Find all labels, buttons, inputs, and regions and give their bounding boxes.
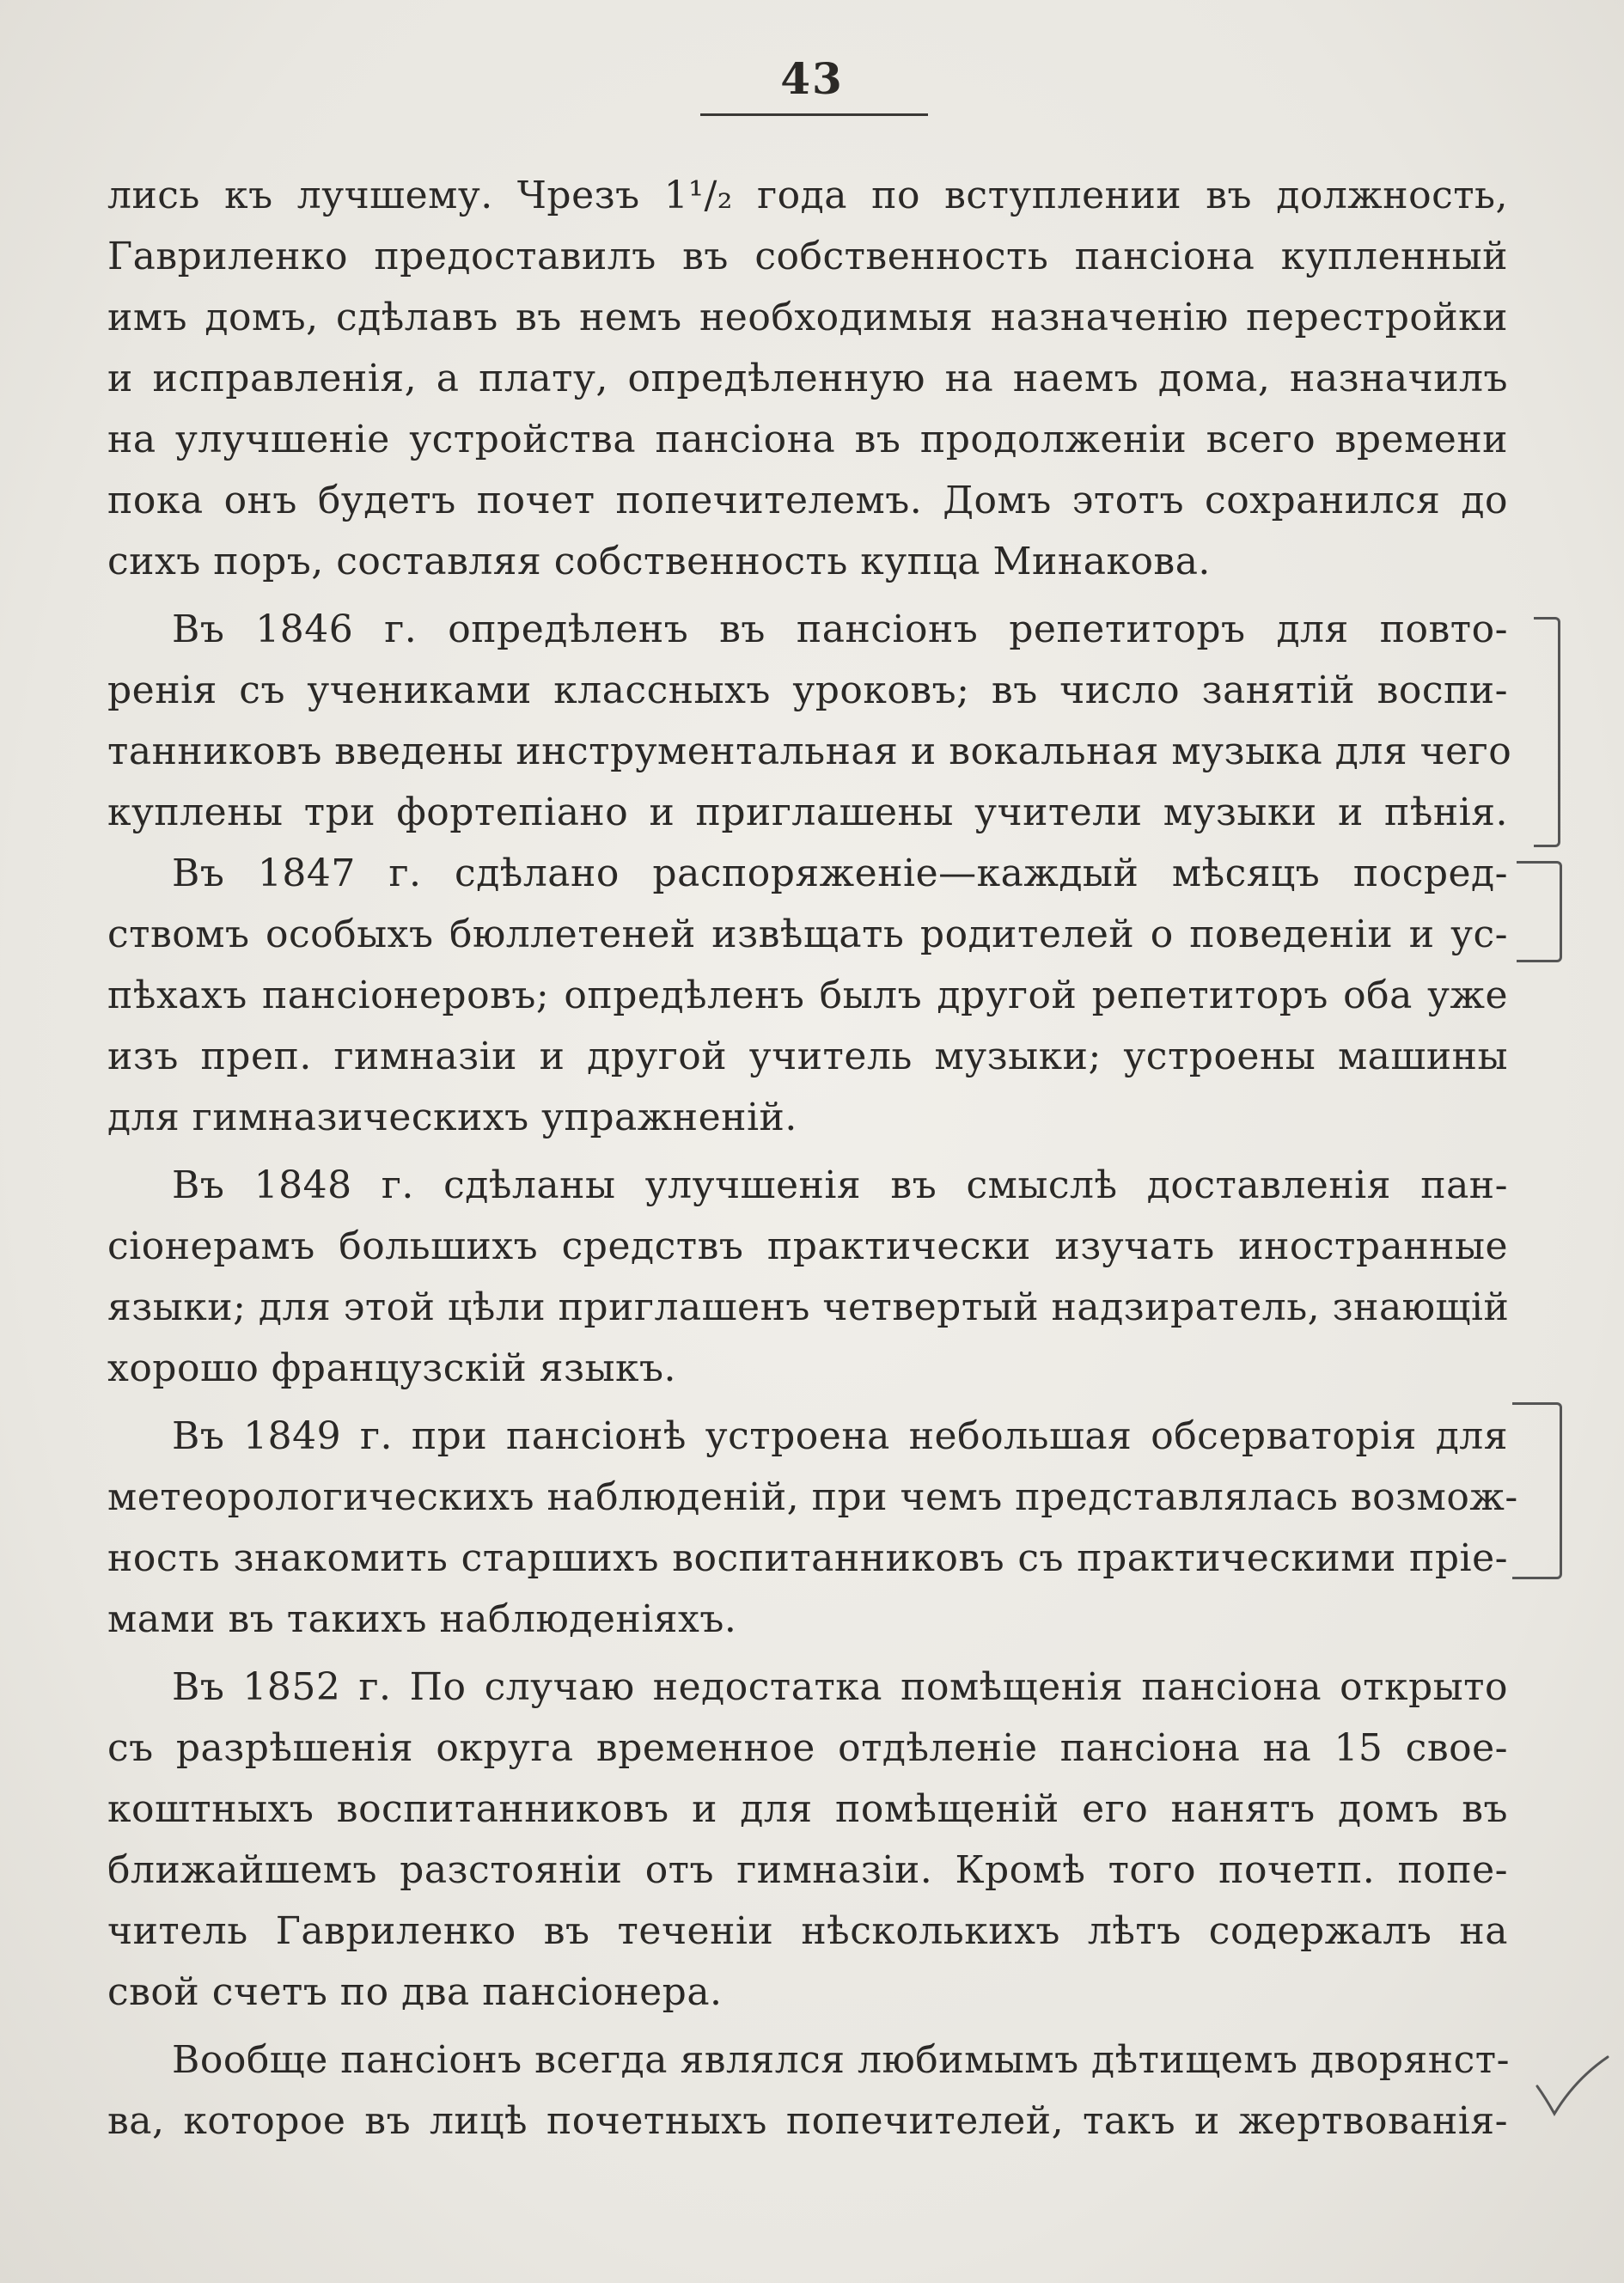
paragraph <box>107 1406 1518 1650</box>
text-line: Гавриленко предоставилъ въ собственность пансіона купленный <box>107 235 1508 278</box>
text-line: свой счетъ по два пансіонера. <box>107 1970 723 2014</box>
paragraph <box>107 2030 1508 2152</box>
text-line: Въ 1852 г. По случаю недостатка помѣщенія пансіона открыто <box>172 1665 1508 1709</box>
text-line: ствомъ особыхъ бюллетеней извѣщать родителей о поведеніи и ус- <box>107 913 1508 956</box>
checkmark-icon <box>1534 2054 1611 2122</box>
margin-bracket-1847 <box>1517 861 1562 962</box>
text-line: для гимназическихъ упражненій. <box>107 1096 797 1139</box>
text-line: куплены три фортепіано и приглашены учители музыки и пѣнія. <box>107 791 1508 834</box>
text-line: лись къ лучшему. Чрезъ 1¹/₂ года по вступлении въ должность, <box>107 174 1508 217</box>
text-line: на улучшеніе устройства пансіона въ продолженіи всего времени <box>107 418 1508 461</box>
text-line: Въ 1849 г. при пансіонѣ устроена небольшая обсерваторія для <box>172 1414 1508 1458</box>
text-line: коштныхъ воспитанниковъ и для помѣщеній его нанятъ домъ въ <box>107 1787 1508 1831</box>
text-line: Въ 1848 г. сдѣланы улучшенія въ смыслѣ доставленія пан- <box>172 1163 1508 1207</box>
text-line: сихъ поръ, составляя собственность купца Минакова. <box>107 540 1211 583</box>
margin-bracket-1849 <box>1512 1402 1562 1579</box>
text-line: читель Гавриленко въ теченіи нѣсколькихъ лѣтъ содержалъ на <box>107 1909 1508 1953</box>
text-line: метеорологическихъ наблюденій, при чемъ представлялась возмож- <box>107 1475 1518 1519</box>
text-line: Вообще пансіонъ всегда являлся любимымъ дѣтищемъ дворянст- <box>172 2038 1510 2082</box>
text-line: пѣхахъ пансіонеровъ; опредѣленъ былъ другой репетиторъ оба уже <box>107 974 1508 1017</box>
paragraph <box>107 599 1512 843</box>
text-line: Въ 1846 г. опредѣленъ въ пансіонъ репетиторъ для повто- <box>172 607 1508 651</box>
text-line: ближайшемъ разстояніи отъ гимназіи. Кромѣ того почетп. попе- <box>107 1848 1508 1892</box>
margin-bracket-1846 <box>1534 617 1560 847</box>
header-rule <box>700 113 928 116</box>
paragraph <box>107 1155 1508 1399</box>
paragraph <box>107 1657 1508 2023</box>
text-line: языки; для этой цѣли приглашенъ четвертый надзиратель, знающій <box>107 1285 1510 1329</box>
text-line: Въ 1847 г. сдѣлано распоряженіе—каждый мѣсяцъ посред- <box>172 852 1508 895</box>
text-line: имъ домъ, сдѣлавъ въ немъ необходимыя назначенію перестройки <box>107 296 1508 339</box>
page-number: 43 <box>780 53 844 104</box>
text-line: пока онъ будетъ почет попечителемъ. Домъ этотъ сохранился до <box>107 479 1508 522</box>
text-line: и исправленія, а плату, опредѣленную на наемъ дома, назначилъ <box>107 357 1508 400</box>
text-line: танниковъ введены инструментальная и вокальная музыка для чего <box>107 729 1512 773</box>
text-line: хорошо французскій языкъ. <box>107 1346 676 1390</box>
text-line: съ разрѣшенія округа временное отдѣленіе пансіона на 15 свое- <box>107 1726 1508 1770</box>
text-line: мами въ такихъ наблюденіяхъ. <box>107 1597 737 1641</box>
text-line: изъ преп. гимназіи и другой учитель музыки; устроены машины <box>107 1035 1508 1078</box>
text-line: ность знакомить старшихъ воспитанниковъ съ практическими пріе- <box>107 1536 1508 1580</box>
body-text <box>107 165 1518 2152</box>
text-line: сіонерамъ большихъ средствъ практически изучать иностранные <box>107 1224 1508 1268</box>
text-line: ва, которое въ лицѣ почетныхъ попечителей, такъ и жертвованія- <box>107 2099 1508 2143</box>
paragraph <box>107 165 1508 592</box>
paragraph <box>107 843 1508 1148</box>
text-line: ренія съ учениками классныхъ уроковъ; въ число занятій воспи- <box>107 668 1508 712</box>
